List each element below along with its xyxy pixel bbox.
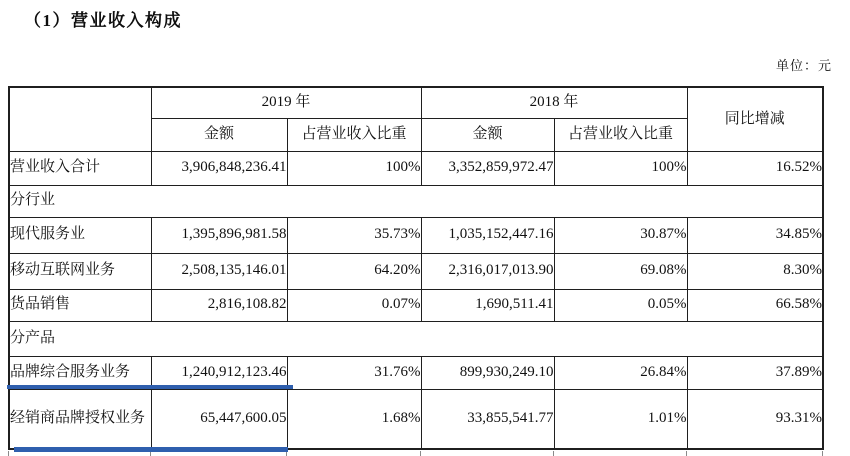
share-2019-cell: 35.73% (287, 217, 421, 253)
yoy-cell: 37.89% (687, 356, 823, 389)
row-label-cell: 现代服务业 (9, 217, 151, 253)
amount-2019-cell: 65,447,600.05 (151, 389, 287, 449)
amount-2018-cell: 3,352,859,972.47 (421, 151, 554, 185)
table-row-modern-services (9, 217, 823, 253)
header-year-2019: 2019 年 (151, 87, 421, 118)
revenue-composition-table (8, 86, 824, 450)
share-2018-cell: 100% (554, 151, 687, 185)
share-2019-cell: 0.07% (287, 289, 421, 321)
amount-2019-cell: 1,395,896,981.58 (151, 217, 287, 253)
header-corner-cell (9, 87, 151, 151)
next-row-border-stub (822, 451, 823, 456)
header-share-2018: 占营业收入比重 (554, 118, 687, 151)
yoy-cell: 93.31% (687, 389, 823, 449)
yoy-cell: 66.58% (687, 289, 823, 321)
share-2018-cell: 30.87% (554, 217, 687, 253)
share-2018-cell: 0.05% (554, 289, 687, 321)
row-label-cell: 移动互联网业务 (9, 253, 151, 289)
section-label: 分产品 (9, 321, 823, 356)
share-2018-cell: 1.01% (554, 389, 687, 449)
amount-2019-cell: 3,906,848,236.41 (151, 151, 287, 185)
share-2018-cell: 69.08% (554, 253, 687, 289)
header-amount-2019: 金额 (151, 118, 287, 151)
next-row-border-stub (686, 451, 687, 456)
document-title: （1）营业收入构成 (24, 11, 182, 30)
table-row-total-revenue (9, 151, 823, 185)
yoy-cell: 8.30% (687, 253, 823, 289)
header-yoy-change: 同比增减 (687, 87, 823, 151)
annotation-underline (7, 385, 293, 389)
yoy-cell: 16.52% (687, 151, 823, 185)
row-label-cell: 货品销售 (9, 289, 151, 321)
amount-2019-cell: 1,240,912,123.46 (151, 356, 287, 389)
table-header-row-years (9, 87, 823, 118)
amount-2019-cell: 2,508,135,146.01 (151, 253, 287, 289)
amount-2018-cell: 899,930,249.10 (421, 356, 554, 389)
table-row-mobile-internet (9, 253, 823, 289)
table-row-goods-sales (9, 289, 823, 321)
row-label-cell: 营业收入合计 (9, 151, 151, 185)
next-row-border-stub (553, 451, 554, 456)
next-row-border-stub (420, 451, 421, 456)
share-2019-cell: 100% (287, 151, 421, 185)
share-2019-cell: 31.76% (287, 356, 421, 389)
share-2019-cell: 1.68% (287, 389, 421, 449)
header-year-2018: 2018 年 (421, 87, 687, 118)
row-label-cell: 品牌综合服务业务 (9, 356, 151, 389)
header-share-2019: 占营业收入比重 (287, 118, 421, 151)
amount-2018-cell: 33,855,541.77 (421, 389, 554, 449)
next-row-border-stub (8, 451, 9, 456)
amount-2018-cell: 1,690,511.41 (421, 289, 554, 321)
section-label: 分行业 (9, 185, 823, 217)
row-label-cell: 经销商品牌授权业务 (9, 389, 151, 449)
section-row-by-product (9, 321, 823, 356)
header-amount-2018: 金额 (421, 118, 554, 151)
share-2018-cell: 26.84% (554, 356, 687, 389)
yoy-cell: 34.85% (687, 217, 823, 253)
table-row-dealer-brand-licensing (9, 389, 823, 449)
section-row-by-industry (9, 185, 823, 217)
amount-2019-cell: 2,816,108.82 (151, 289, 287, 321)
unit-label: 单位：元 (775, 58, 832, 73)
amount-2018-cell: 2,316,017,013.90 (421, 253, 554, 289)
annotation-underline (14, 447, 288, 452)
share-2019-cell: 64.20% (287, 253, 421, 289)
amount-2018-cell: 1,035,152,447.16 (421, 217, 554, 253)
